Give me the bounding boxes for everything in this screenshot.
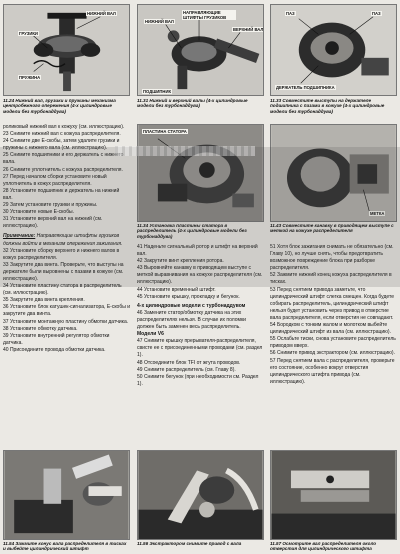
step-50: 50 Снимите бегунок (при необходимости см. Раздел 1).	[137, 373, 259, 387]
label-slot-left: ПАЗ	[286, 11, 295, 16]
text-block-col3	[270, 244, 397, 386]
step-25: 25 Снимите подшипники и его держатель с нижнего вала.	[3, 152, 124, 166]
step-53: 53 Перед снятием привода заметьте, что цилиндрический штифт слегка смещен. Когда будете собирать распределитель, цилиндрический штифт нельзя будет установить через привод в отверстие вала распределителя, если отверстия не совпадают.	[270, 286, 395, 321]
step-35: 35 Закрутите два винта крепления.	[3, 297, 85, 304]
caption-11-33: 11.33 Совместите выступы на держателе подшипника с пазами в кожухе (4-х цилиндровые модели без турбонаддува)	[270, 98, 385, 114]
step-49: 49 Снимите распределитель (см. Главу 8).	[137, 366, 236, 373]
note-body: Направляющие штифты грузиков должны войти в механизм опережения зажигания.	[3, 233, 123, 247]
step-30: 30 Установите новые Е-скобы.	[3, 209, 75, 216]
figure-11-57	[270, 450, 397, 540]
caption-11-24: 11.24 Нижний вал, грузики и пружины механизма центробежного опережения (4-х цилиндровые модели без турбонаддува)	[3, 98, 116, 114]
step-34: 34 Установите пластину статора в распределитель (см. иллюстрацию).	[3, 283, 122, 297]
step-57: 57 Перед снятием вала с распределителя, проверьте его состояние, особенно вокруг отверстия цилиндрического штифта привода (см. иллюстрацию).	[270, 357, 395, 385]
figure-11-57-photo	[271, 451, 396, 539]
step-46: 46 Замените статор/обмотку датчика на этих распределителях нельзя. В случае их поломки должен быть заменен весь распределитель.	[137, 309, 246, 331]
step-24: 24 Снимите две Е-скобы, затем удалите грузики и пружины с нижнего вала (см. иллюстрацию).	[3, 138, 120, 152]
step-55: 55 Ослабьте тиски, снова установите распределитель приводом вверх.	[270, 336, 396, 350]
step-54: 54 Бородком с тонким жалом и молотком выбейте цилиндрический штифт из вала (см. иллюстрацию).	[270, 322, 391, 336]
step-32: 32 Установите сборку верхнего и нижнего валов в кожух распределителя.	[3, 247, 120, 261]
scan-noise-strip	[115, 146, 255, 156]
label-weights: ГРУЗИКИ	[19, 31, 38, 36]
figure-11-33	[270, 4, 397, 96]
label-weight-guide-pins: НАПРАВЛЯЮЩИЕ ШТИФТЫ ГРУЗИКОВ	[182, 10, 236, 20]
note-paragraph	[3, 233, 130, 247]
step-39: 39 Установите внутренний регулятор обмотки датчика.	[3, 332, 110, 346]
step-31: 31 Установите верхний вал на нижний (см. иллюстрацию).	[3, 216, 103, 230]
section-subheading: 4-х цилиндровые модели с турбонаддувом	[137, 302, 246, 309]
figure-11-54	[3, 450, 130, 540]
label-slot-right: ПАЗ	[372, 11, 381, 16]
step-41: 41 Наденьте сигнальный ротор и штифт на верхний вал.	[137, 244, 258, 258]
note-heading: Примечание:	[3, 233, 36, 240]
step-44: 44 Установите временный штифт.	[137, 286, 216, 293]
step-26: 26 Снимите уплотнитель с кожуха распределителя.	[3, 166, 123, 173]
text-block-col1-a	[3, 124, 130, 354]
step-51: 51 Хотя блок зажигания снимать не обязательно (см. Главу 10), но лучше снять, чтобы предотвратить возможное повреждение блока при разборке распределителя.	[270, 244, 394, 272]
figure-11-34	[137, 124, 264, 222]
step-28: 28 Установите подшипник и держатель на нижний вал.	[3, 187, 120, 201]
figure-11-33-photo	[271, 5, 396, 95]
step-38: 38 Установите обмотку датчика.	[3, 325, 78, 332]
figure-11-24-photo	[4, 5, 129, 95]
step-27: 27 Перед началом сборки установите новый уплотнитель в кожух распределителя.	[3, 173, 107, 187]
figure-11-43	[270, 124, 397, 222]
step-36: 36 Установите блок катушек-сигнализатора, Е-скобы и закрутите два винта.	[3, 304, 130, 318]
step-52: 52 Зажмите нижний конец кожуха распределителя в тисках.	[270, 272, 392, 286]
figure-11-31	[137, 4, 264, 96]
step-29: 29 Затем установите грузики и пружины.	[3, 202, 98, 209]
label-bearing-holder: ДЕРЖАТЕЛЬ ПОДШИПНИКА	[276, 85, 335, 90]
figure-11-54-photo	[4, 451, 129, 539]
label-mark: МЕТКА	[370, 211, 385, 216]
step-text: роликовый нижний вал к кожуху (см. иллюстрацию).	[3, 124, 125, 130]
figure-11-56	[137, 450, 264, 540]
label-upper-shaft: ВЕРХНИЙ ВАЛ	[233, 27, 264, 32]
caption-11-56: 11.56 Экстрактором снимите привод с вала	[137, 541, 242, 546]
text-block-col2	[137, 244, 264, 388]
step-45: 45 Установите крышку, прокладку и бегунок.	[137, 293, 240, 300]
figure-11-34-photo	[138, 125, 263, 221]
caption-11-54: 11.54 Зажмите конус вала распределителя в тисках и выбейте цилиндрический штифт	[3, 541, 127, 552]
label-lower-shaft: НИЖНИЙ ВАЛ	[145, 19, 174, 24]
step-43: 43 Выровняйте канавку в приводящем выступе с меткой выравнивания на кожухе распределителя (см. иллюстрацию).	[137, 265, 263, 286]
caption-11-57: 11.57 Осмотрите вал распределителя около отверстия для цилиндрического штифта	[270, 541, 377, 552]
step-47: 47 Снимите крышку прерывателя-распределителя, свисте ее с присоединенными проводами (см. раздел 1).	[137, 338, 263, 359]
figure-11-56-photo	[138, 451, 263, 539]
caption-11-34: 11.34 Установка пластины статора в распределитель (4-х цилиндровые модели без турбонаддува)	[137, 223, 247, 239]
label-stator-plate: ПЛАСТИНА СТАТОРА	[143, 129, 187, 134]
label-spring: ПРУЖИНА	[19, 75, 41, 80]
section-subheading-v6: Модели V6	[137, 331, 164, 338]
step-48: 48 Отсоедините блок TFI от жгута проводов.	[137, 359, 241, 366]
label-lower-shaft: НИЖНИЙ ВАЛ	[87, 11, 116, 16]
step-56: 56 Снимите привод экстрактором (см. иллюстрацию).	[270, 350, 395, 357]
step-40: 40 Присоедините провода обмотки датчика.	[3, 346, 106, 353]
figure-11-43-photo	[271, 125, 396, 221]
caption-11-31: 11.31 Нижний и верхний валы (4-х цилиндровые модели без турбонаддува)	[137, 98, 248, 109]
step-37: 37 Установите монтажную пластину обмотки датчика.	[3, 318, 129, 325]
label-bearing: ПОДШИПНИК	[143, 89, 172, 94]
step-33: 33 Закрутите два винта. Проверьте, что выступы на держателе были выровнены с пазами в кожухе (см. иллюстрацию).	[3, 261, 124, 282]
caption-11-43: 11.43 Совместите канавку в приводящем выступе с меткой на кожухе распределителя	[270, 223, 394, 234]
step-23: 23 Снимите нижний вал с кожуха распределителя.	[3, 131, 121, 138]
step-42: 42 Закрутите винт крепления ротора.	[137, 258, 224, 265]
figure-11-24	[3, 4, 130, 96]
